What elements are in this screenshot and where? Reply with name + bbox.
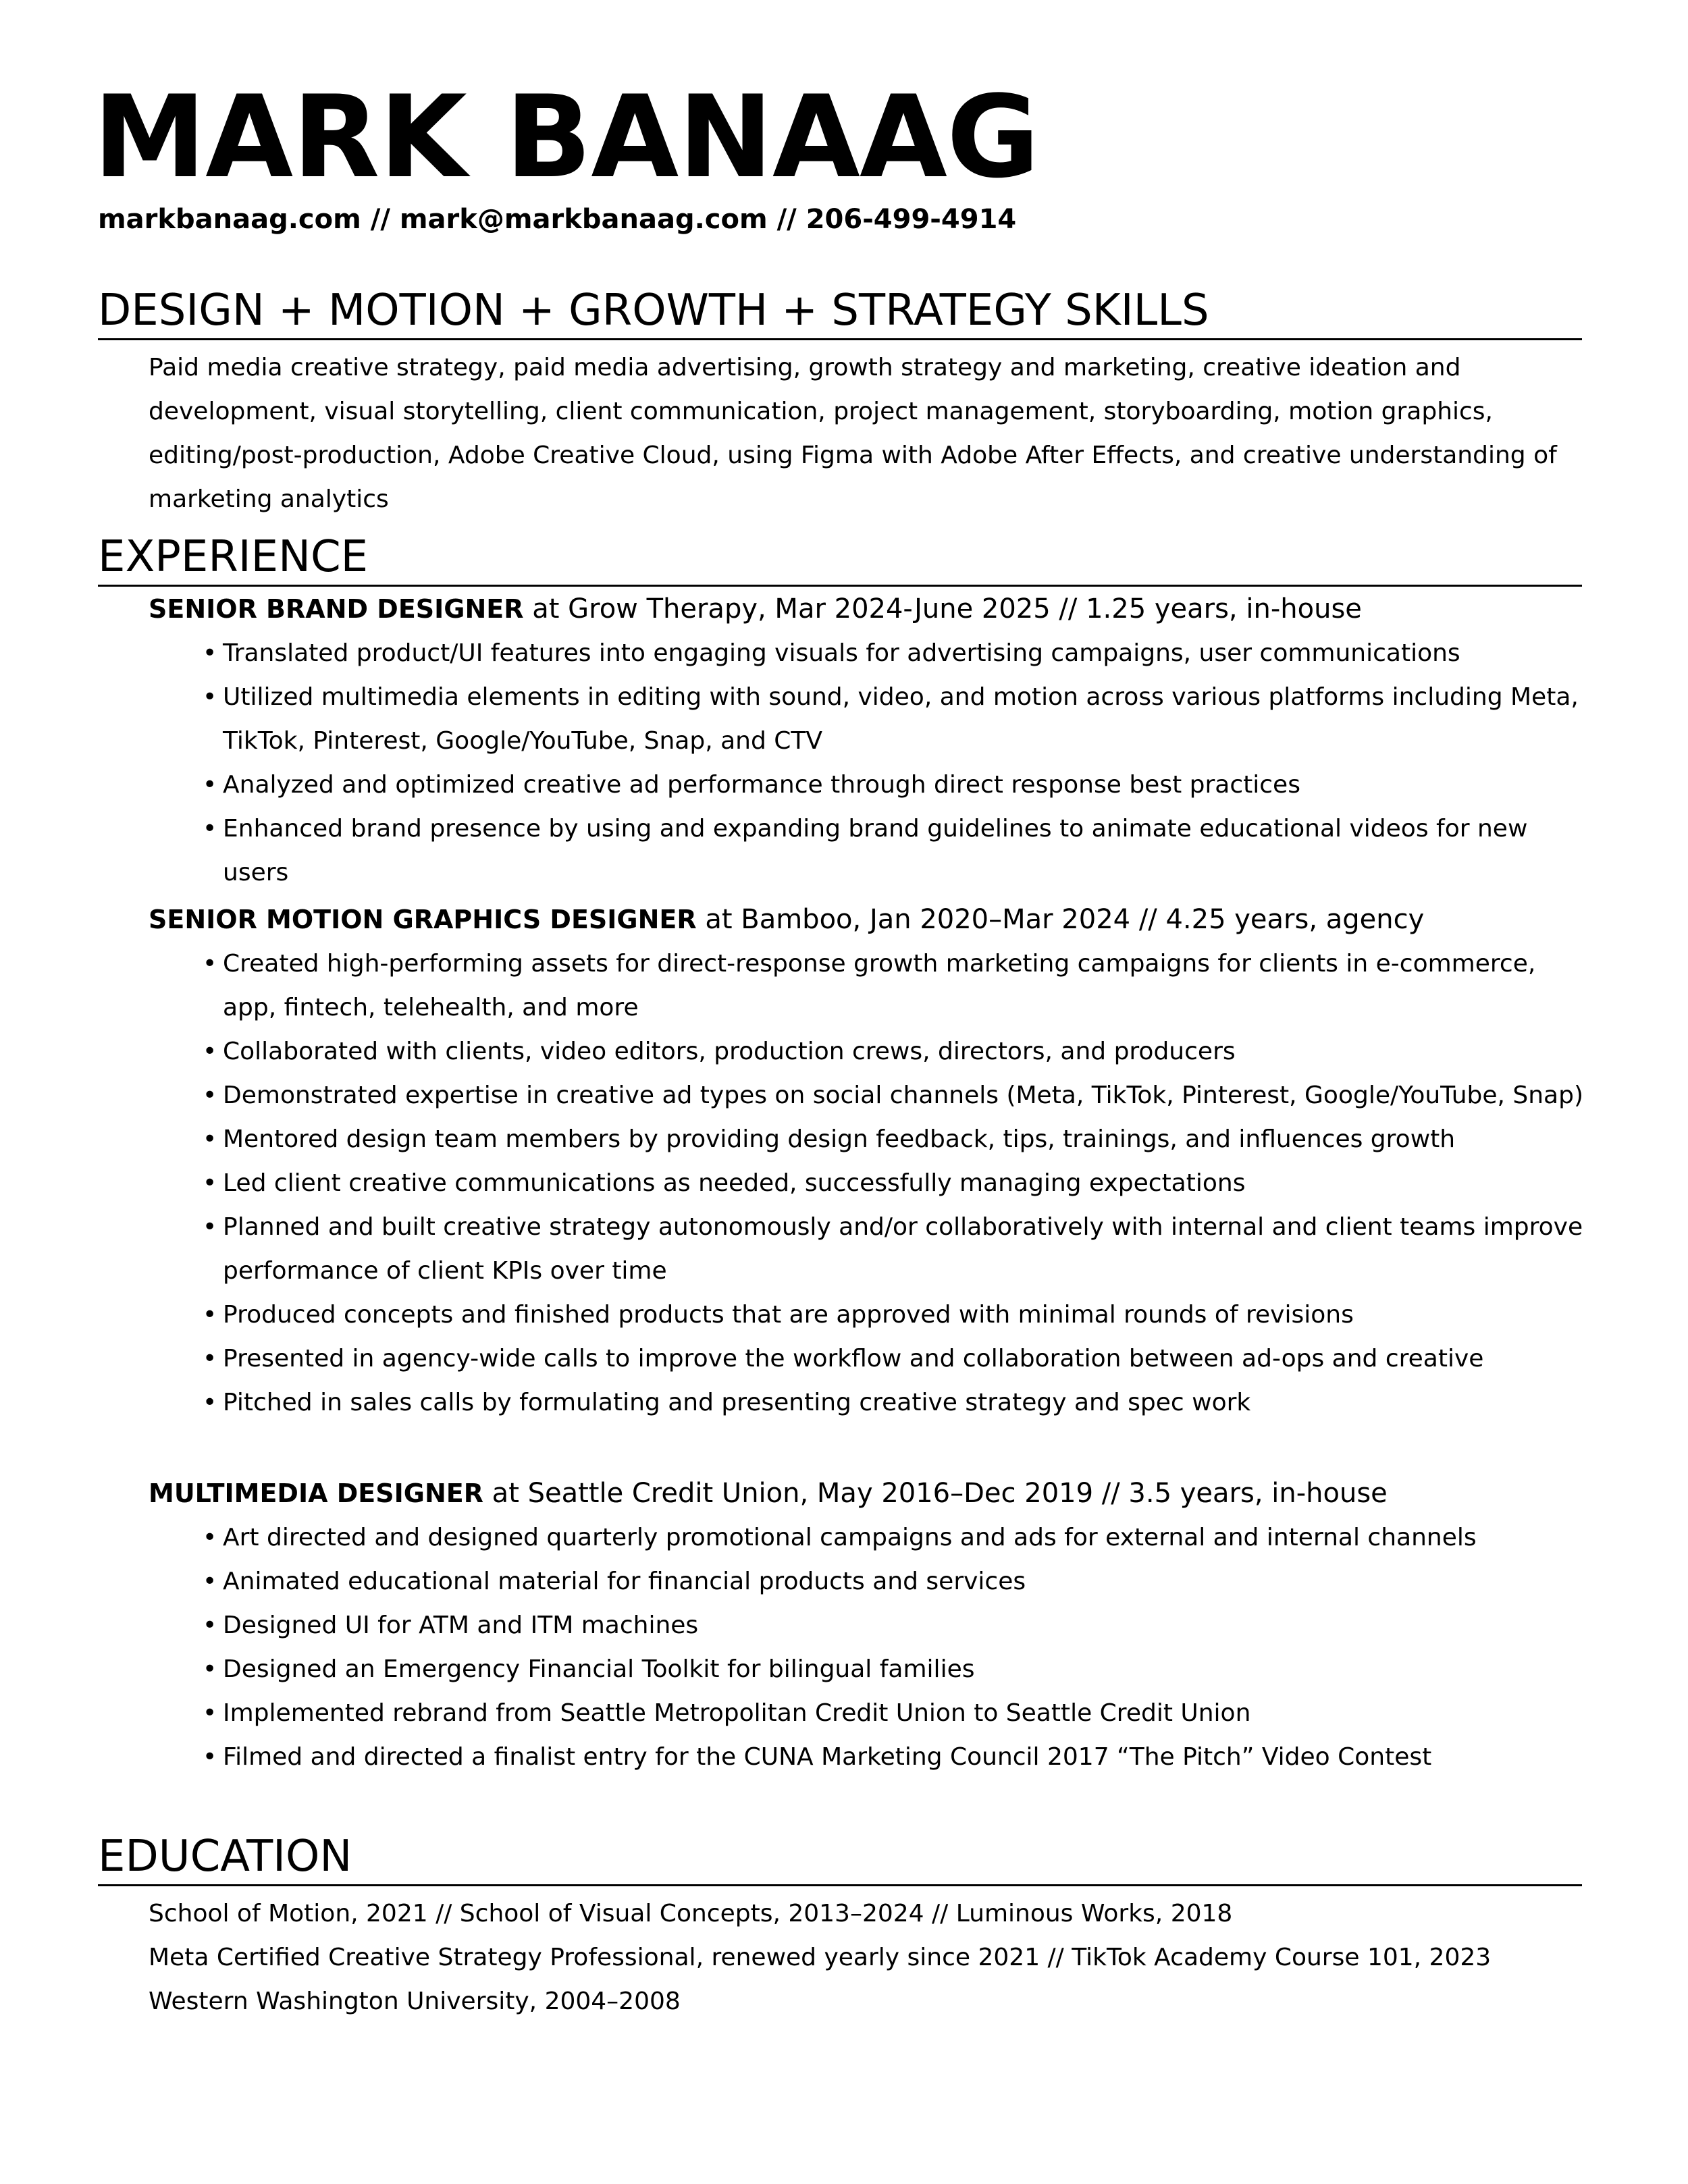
bullet-item: • Art directed and designed quarterly promotional campaigns and ads for external and internal channels bbox=[203, 1516, 1587, 1560]
bullet-item: • Enhanced brand presence by using and expanding brand guidelines to animate educational videos for new users bbox=[203, 807, 1587, 895]
job-details: at Bamboo, Jan 2020–Mar 2024 // 4.25 years, agency bbox=[696, 904, 1425, 935]
skills-text: Paid media creative strategy, paid media advertising, growth strategy and marketing, creative ideation and development, visual storytelling, client communication, project management, storyboarding, motion graphics, editing/post-production, Adobe Creative Cloud, using Figma with Adobe After Effects, and creative understanding of marketing analytics bbox=[149, 354, 1557, 513]
education-heading: EDUCATION bbox=[98, 1833, 1582, 1886]
bullet-item: • Produced concepts and finished products that are approved with minimal rounds of revisions bbox=[203, 1293, 1587, 1337]
bullet-item: • Demonstrated expertise in creative ad types on social channels (Meta, TikTok, Pinterest, Google/YouTube, Snap) bbox=[203, 1073, 1587, 1117]
skills-heading: DESIGN + MOTION + GROWTH + STRATEGY SKILLS bbox=[98, 287, 1582, 340]
bullet-item: • Designed an Emergency Financial Toolkit for bilingual families bbox=[203, 1647, 1587, 1691]
job-bullets bbox=[149, 631, 1587, 895]
bullet-item: • Utilized multimedia elements in editing with sound, video, and motion across various platforms including Meta, TikTok, Pinterest, Google/YouTube, Snap, and CTV bbox=[203, 675, 1587, 763]
bullet-item: • Animated educational material for financial products and services bbox=[203, 1560, 1587, 1603]
education-list bbox=[149, 1892, 1587, 2023]
job-bullets bbox=[149, 942, 1587, 1424]
job-bullets bbox=[149, 1516, 1587, 1779]
job-role: MULTIMEDIA DESIGNER bbox=[149, 1479, 483, 1508]
bullet-item: • Implemented rebrand from Seattle Metropolitan Credit Union to Seattle Credit Union bbox=[203, 1691, 1587, 1735]
bullet-item: • Collaborated with clients, video editors, production crews, directors, and producers bbox=[203, 1030, 1587, 1073]
experience-heading: EXPERIENCE bbox=[98, 533, 1582, 587]
bullet-item: • Led client creative communications as needed, successfully managing expectations bbox=[203, 1161, 1587, 1205]
bullet-item: • Pitched in sales calls by formulating and presenting creative strategy and spec work bbox=[203, 1381, 1587, 1424]
contact-line: markbanaag.com // mark@markbanaag.com // 206-499-4914 bbox=[98, 204, 1017, 235]
job-heading bbox=[149, 587, 1587, 631]
bullet-item: • Mentored design team members by providing design feedback, tips, trainings, and influences growth bbox=[203, 1117, 1587, 1161]
bullet-item: • Analyzed and optimized creative ad performance through direct response best practices bbox=[203, 763, 1587, 807]
job-details: at Seattle Credit Union, May 2016–Dec 2019 // 3.5 years, in-house bbox=[483, 1478, 1388, 1509]
job-role: SENIOR MOTION GRAPHICS DESIGNER bbox=[149, 905, 697, 934]
bullet-item: • Filmed and directed a finalist entry for the CUNA Marketing Council 2017 “The Pitch” Video Contest bbox=[203, 1735, 1587, 1779]
job-details: at Grow Therapy, Mar 2024-June 2025 // 1.25 years, in-house bbox=[523, 593, 1362, 624]
job-entry bbox=[149, 1472, 1587, 1779]
job-heading bbox=[149, 1472, 1587, 1516]
bullet-item: • Translated product/UI features into engaging visuals for advertising campaigns, user communications bbox=[203, 631, 1587, 675]
education-line: School of Motion, 2021 // School of Visual Concepts, 2013–2024 // Luminous Works, 2018 bbox=[149, 1900, 1233, 1927]
bullet-item: • Presented in agency-wide calls to improve the workflow and collaboration between ad-ops and creative bbox=[203, 1337, 1587, 1381]
job-heading bbox=[149, 898, 1587, 942]
bullet-item: • Designed UI for ATM and ITM machines bbox=[203, 1603, 1587, 1647]
bullet-item: • Planned and built creative strategy autonomously and/or collaboratively with internal and client teams improve performance of client KPIs over time bbox=[203, 1205, 1587, 1293]
job-entry bbox=[149, 898, 1587, 1424]
candidate-name: MARK BANAAG bbox=[93, 71, 1039, 203]
bullet-item: • Created high-performing assets for direct-response growth marketing campaigns for clients in e-commerce, app, fintech, telehealth, and more bbox=[203, 942, 1587, 1030]
job-role: SENIOR BRAND DESIGNER bbox=[149, 594, 524, 624]
job-entry bbox=[149, 587, 1587, 895]
education-line: Western Washington University, 2004–2008 bbox=[149, 1988, 681, 2015]
education-line: Meta Certified Creative Strategy Professional, renewed yearly since 2021 // TikTok Academy Course 101, 2023 bbox=[149, 1944, 1492, 1971]
